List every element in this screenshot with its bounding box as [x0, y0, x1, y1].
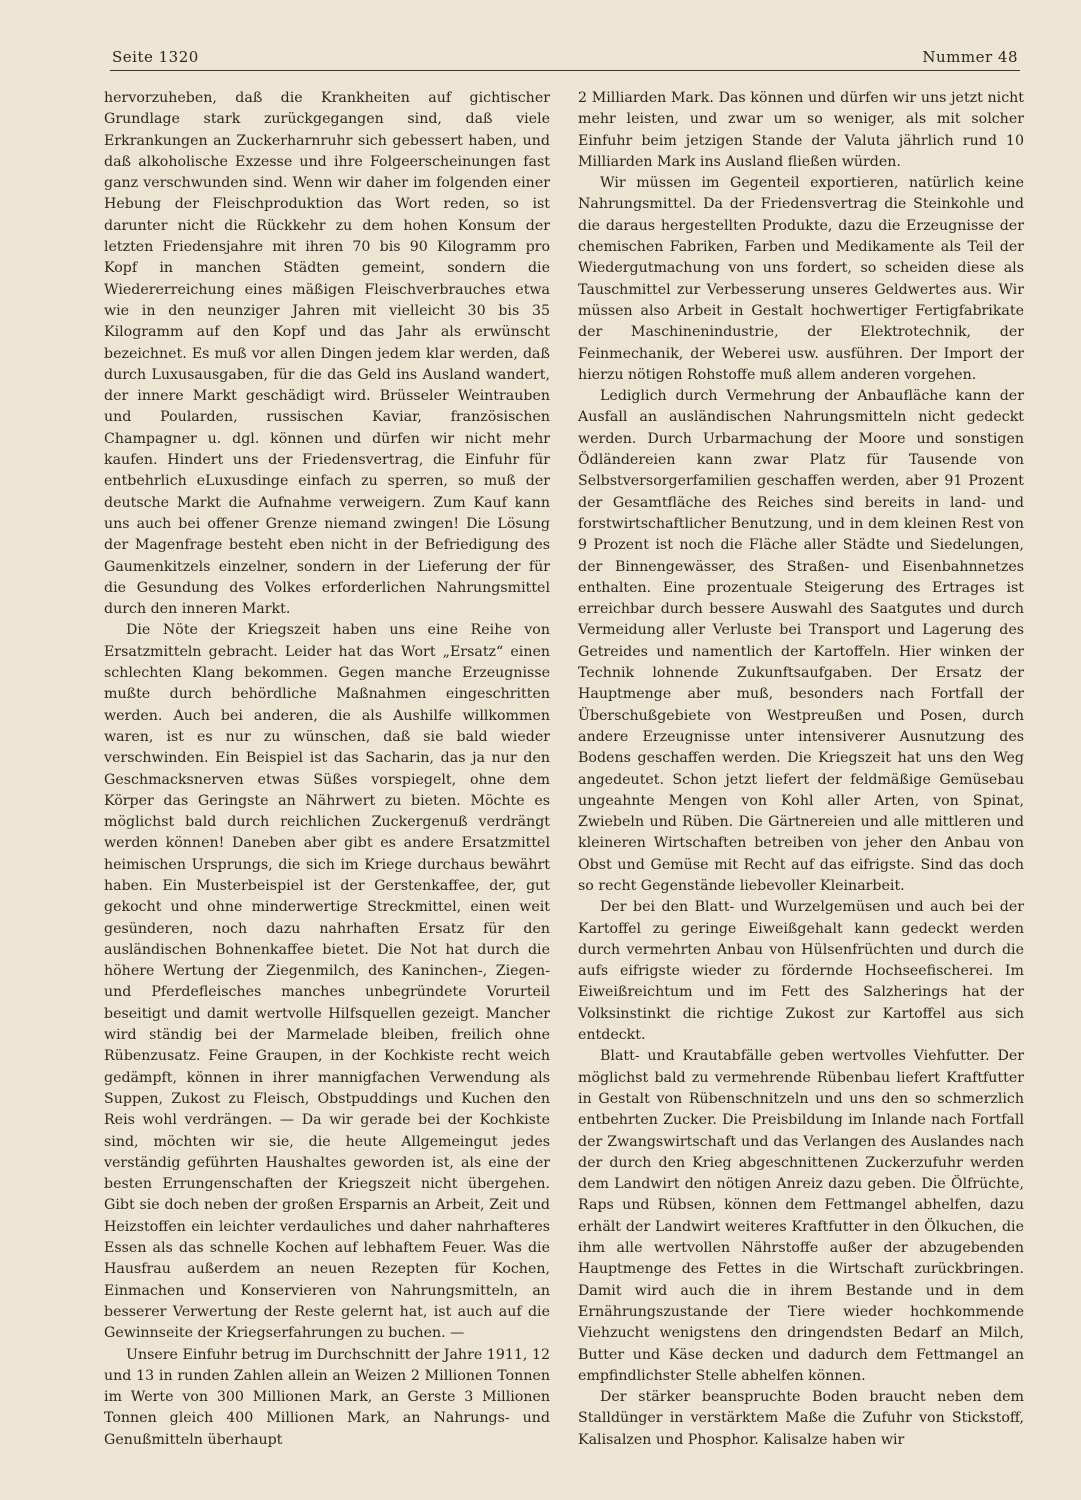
paragraph: Unsere Einfuhr betrug im Durchschnitt der Jahre 1911, 12 und 13 in runden Zahlen allein an Weizen 2 Millionen Tonnen im Werte von 300 Millionen Mark, an Gerste 3 Millionen Tonnen gleich 400 Millionen Mark, an Nahrungs- und Genußmitteln überhaupt [104, 1346, 550, 1448]
paragraph: hervorzuheben, daß die Krankheiten auf gichtischer Grundlage stark zurückgegangen sind, daß viele Erkrankungen an Zuckerharnruhr sich gebessert haben, und daß alkoholische Exzesse und ihre Folgeerscheinungen fast ganz verschwunden sind. Wenn wir daher im folgenden einer Hebung der Fleischproduktion das Wort reden, so ist darunter nicht die Rückkehr zu dem hohen Konsum der letzten Friedensjahre mit ihren 70 bis 90 Kilogramm pro Kopf in manchen Städten gemeint, sondern die Wiedererreichung eines mäßigen Fleischverbrauches etwa wie in den neunziger Jahren mit vielleicht 30 bis 35 Kilogramm auf den Kopf und das Jahr als erwünscht bezeichnet. Es muß vor allen Dingen jedem klar werden, daß durch Luxusausgaben, für die das Geld ins Ausland wandert, der innere Markt geschädigt wird. Brüsseler Weintrauben und Poularden, russischen Kaviar, französischen Champagner u. dgl. können und dürfen wir nicht mehr kaufen. Hindert uns der Friedensvertrag, die Einfuhr für entbehrlich eLuxusdinge einfach zu sperren, so muß der deutsche Markt die Aufnahme verweigern. Zum Kauf kann uns auch bei offener Grenze niemand zwingen! Die Lösung der Magenfrage besteht eben nicht in der Befriedigung des Gaumenkitzels einzelner, sondern in der Lieferung der für die Gesundung des Volkes erforderlichen Nahrungsmittel durch den inneren Markt. [104, 90, 550, 618]
paragraph: Blatt- und Krautabfälle geben wertvolles Viehfutter. Der möglichst bald zu vermehrende Rübenbau liefert Kraftfutter in Gestalt von Rübenschnitzeln und uns den so schmerzlich entbehrten Zucker. Die Preisbildung im Inlande nach Fortfall der Zwangswirtschaft und das Verlangen des Auslandes nach der durch den Krieg abgeschnittenen Zuckerzufuhr werden dem Landwirt den nötigen Anreiz dazu geben. Die Ölfrüchte, Raps und Rübsen, können dem Fettmangel abhelfen, dazu erhält der Landwirt weiteres Kraftfutter in den Ölkuchen, die ihm alle wertvollen Nährstoffe außer der abzugebenden Hauptmenge des Fettes in die Wirtschaft zurückbringen. Damit wird auch die in ihrem Bestande und in dem Ernährungszustande der Tiere wieder hochkommende Viehzucht wenigstens den dringendsten Bedarf an Milch, Butter und Käse decken und dadurch dem Fettmangel an empfindlichster Stelle abhelfen können. [578, 1048, 1024, 1384]
paragraph: Der bei den Blatt- und Wurzelgemüsen und auch bei der Kartoffel zu geringe Eiweißgehalt kann gedeckt werden durch vermehrten Anbau von Hülsenfrüchten und durch die aufs eifrigste wieder zu fördernde Hochseefischerei. Im Eiweißreichtum und im Fett des Salzherings hat der Volksinstinkt die richtige Zukost zur Kartoffel aus sich entdeckt. [578, 899, 1024, 1044]
paragraph: 2 Milliarden Mark. Das können und dürfen wir uns jetzt nicht mehr leisten, und zwar um so weniger, als mit solcher Einfuhr beim jetzigen Stande der Valuta jährlich rund 10 Milliarden Mark ins Ausland fließen würden. [578, 90, 1024, 170]
header-rule [110, 70, 1020, 71]
left-column [104, 88, 550, 1451]
paragraph: Die Nöte der Kriegszeit haben uns eine Reihe von Ersatzmitteln gebracht. Leider hat das Wort „Ersatz“ einen schlechten Klang bekommen. Gegen manche Erzeugnisse mußte durch behördliche Maßnahmen eingeschritten werden. Auch bei anderen, die als Aushilfe willkommen waren, ist es nur zu wünschen, daß sie bald wieder verschwinden. Ein Beispiel ist das Sacharin, das ja nur den Geschmacksnerven etwas Süßes vorspiegelt, ohne dem Körper das Geringste an Nährwert zu bieten. Möchte es möglichst bald durch reichlichen Zuckergenuß verdrängt werden können! Daneben aber gibt es andere Ersatzmittel heimischen Ursprungs, die sich im Kriege durchaus bewährt haben. Ein Musterbeispiel ist der Gerstenkaffee, der, gut gekocht und ohne minderwertige Streckmittel, einen weit gesünderen, noch dazu nahrhaften Ersatz für den ausländischen Bohnenkaffee bietet. Die Not hat durch die höhere Wertung der Ziegenmilch, des Kaninchen-, Ziegen- und Pferdefleisches manches unbegründete Vorurteil beseitigt und damit wertvolle Hilfsquellen gezeigt. Mancher wird ständig bei der Marmelade bleiben, freilich ohne Rübenzusatz. Feine Graupen, in der Kochkiste recht weich gedämpft, können in ihrer mannigfachen Verwendung als Suppen, Zukost zu Fleisch, Obstpuddings und Kuchen den Reis wohl verdrängen. — Da wir gerade bei der Kochkiste sind, möchten wir sie, die heute Allgemeingut jedes verständig geführten Haushaltes geworden ist, als eine der besten Errungenschaften der Kriegszeit nicht übergehen. Gibt sie doch neben der großen Ersparnis an Arbeit, Zeit und Heizstoffen ein leichter verdauliches und daher nahrhafteres Essen als das schnelle Kochen auf lebhaftem Feuer. Was die Hausfrau außerdem an neuen Rezepten für Kochen, Einmachen und Konservieren von Nahrungsmitteln, an besserer Verwertung der Reste gelernt hat, ist auch auf die Gewinnseite der Kriegserfahrungen zu buchen. — [104, 622, 550, 1342]
paragraph: Wir müssen im Gegenteil exportieren, natürlich keine Nahrungsmittel. Da der Friedensvertrag die Steinkohle und die daraus hergestellten Produkte, dazu die Erzeugnisse der chemischen Fabriken, Farben und Medikamente als Teil der Wiedergutmachung von uns fordert, so scheiden diese als Tauschmittel zur Verbesserung unseres Geldwertes aus. Wir müssen also Arbeit in Gestalt hochwertiger Fertigfabrikate der Maschinenindustrie, der Elektrotechnik, der Feinmechanik, der Weberei usw. ausführen. Der Import der hierzu nötigen Rohstoffe muß allem anderen vorgehen. [578, 175, 1024, 383]
paragraph: Der stärker beanspruchte Boden braucht neben dem Stalldünger in verstärktem Maße die Zufuhr von Stickstoff, Kalisalzen und Phosphor. Kalisalze haben wir [578, 1389, 1024, 1448]
page-header [110, 44, 1020, 72]
paragraph: Lediglich durch Vermehrung der Anbaufläche kann der Ausfall an ausländischen Nahrungsmitteln nicht gedeckt werden. Durch Urbarmachung der Moore und sonstigen Ödländereien kann zwar Platz für Tausende von Selbstversorgerfamilien geschaffen werden, aber 91 Prozent der Gesamtfläche des Reiches sind bereits in land- und forstwirtschaftlicher Benutzung, und in dem kleinen Rest von 9 Prozent ist noch die Fläche aller Städte und Siedelungen, der Binnengewässer, des Straßen- und Eisenbahnnetzes enthalten. Eine prozentuale Steigerung des Ertrages ist erreichbar durch bessere Auswahl des Saatgutes und durch Vermeidung aller Verluste bei Transport und Lagerung des Getreides und namentlich der Kartoffeln. Hier winken der Technik lohnende Zukunftsaufgaben. Der Ersatz der Hauptmenge aber muß, besonders nach Fortfall der Überschußgebiete von Westpreußen und Posen, durch andere Erzeugnisse unter intensiverer Ausnutzung des Bodens geschaffen werden. Die Kriegszeit hat uns den Weg angedeutet. Schon jetzt liefert der feldmäßige Gemüsebau ungeahnte Mengen von Kohl aller Arten, von Spinat, Zwiebeln und Rüben. Die Gärtnereien und alle mittleren und kleineren Wirtschaften betreiben von jeher den Anbau von Obst und Gemüse mit Recht auf das eifrigste. Sind das doch so recht Gegenstände liebevoller Kleinarbeit. [578, 388, 1024, 894]
right-column [578, 88, 1024, 1451]
issue-number: Nummer 48 [922, 48, 1018, 66]
page-number: Seite 1320 [112, 48, 199, 66]
